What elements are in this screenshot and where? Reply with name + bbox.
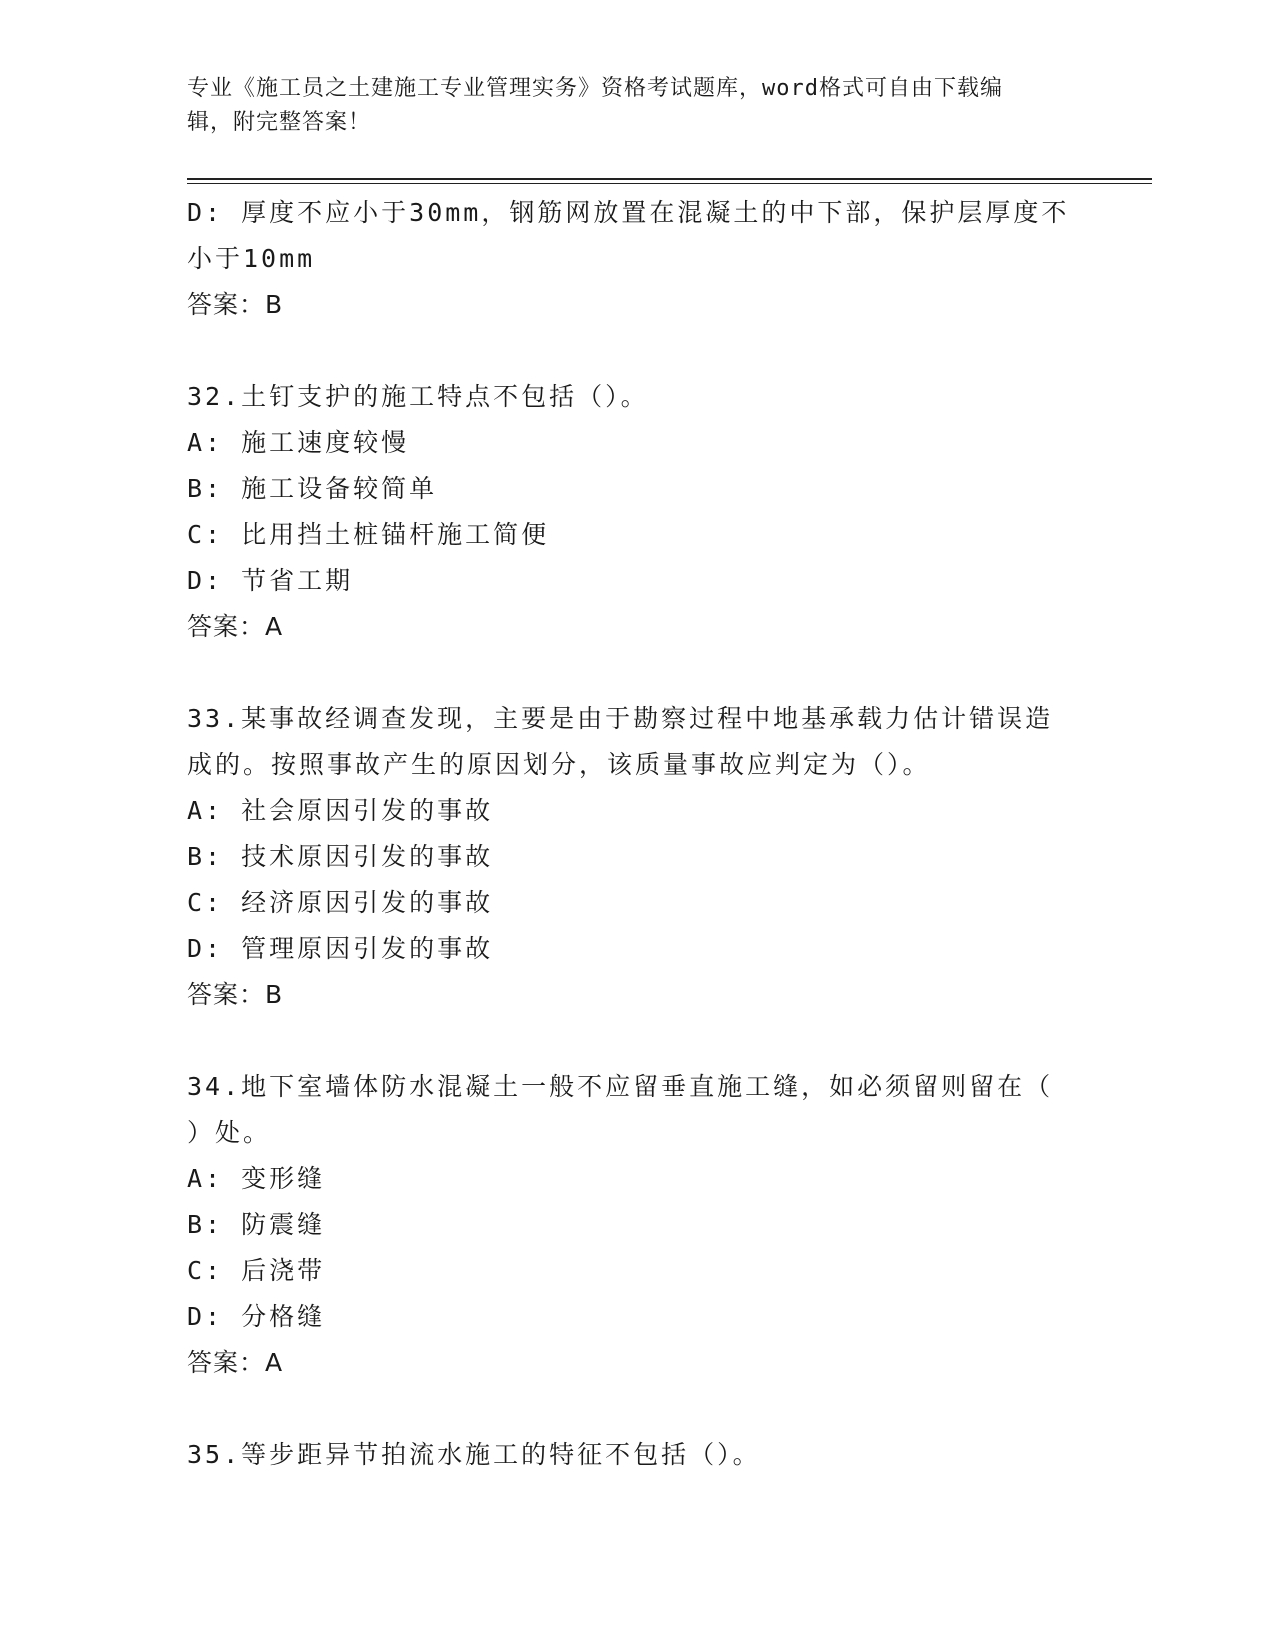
option-a: A: 变形缝 — [187, 1164, 326, 1193]
option-a: A: 社会原因引发的事故 — [187, 796, 494, 825]
header-rule-bottom — [187, 183, 1152, 184]
answer: 答案：B — [187, 290, 284, 319]
option-b: B: 施工设备较简单 — [187, 474, 438, 503]
document-header — [187, 72, 1087, 140]
option-d: D: 分格缝 — [187, 1302, 326, 1331]
option-d: D: 节省工期 — [187, 566, 354, 595]
question-list — [187, 190, 1087, 1478]
question-32-stem: 32.土钉支护的施工特点不包括（）。 — [187, 382, 649, 411]
answer: 答案：A — [187, 612, 284, 641]
question-33-stem: 33.某事故经调查发现，主要是由于勘察过程中地基承载力估计错误造 — [187, 704, 1054, 733]
spacer — [187, 1386, 1087, 1432]
spacer — [187, 650, 1087, 696]
spacer — [187, 1018, 1087, 1064]
question-34-stem: 34.地下室墙体防水混凝土一般不应留垂直施工缝，如必须留则留在（ — [187, 1072, 1054, 1101]
question-33-stem-continued: 成的。按照事故产生的原因划分，该质量事故应判定为（）。 — [187, 750, 931, 779]
option-c: C: 后浇带 — [187, 1256, 326, 1285]
option-c: C: 经济原因引发的事故 — [187, 888, 494, 917]
option-c: C: 比用挡土桩锚杆施工简便 — [187, 520, 550, 549]
header-rule-top — [187, 178, 1152, 180]
question-34-stem-continued: ）处。 — [187, 1118, 272, 1147]
answer: 答案：B — [187, 980, 284, 1009]
option-a: A: 施工速度较慢 — [187, 428, 410, 457]
option-d-continued: 小于10mm — [187, 244, 316, 273]
header-line-1: 专业《施工员之土建施工专业管理实务》资格考试题库，word格式可自由下载编 — [187, 76, 1003, 101]
option-b: B: 技术原因引发的事故 — [187, 842, 494, 871]
option-d: D: 管理原因引发的事故 — [187, 934, 494, 963]
option-b: B: 防震缝 — [187, 1210, 326, 1239]
spacer — [187, 328, 1087, 374]
header-line-2: 辑，附完整答案！ — [187, 110, 372, 135]
option-d: D: 厚度不应小于30mm，钢筋网放置在混凝土的中下部，保护层厚度不 — [187, 198, 1070, 227]
answer: 答案：A — [187, 1348, 284, 1377]
question-35-stem: 35.等步距异节拍流水施工的特征不包括（）。 — [187, 1440, 761, 1469]
